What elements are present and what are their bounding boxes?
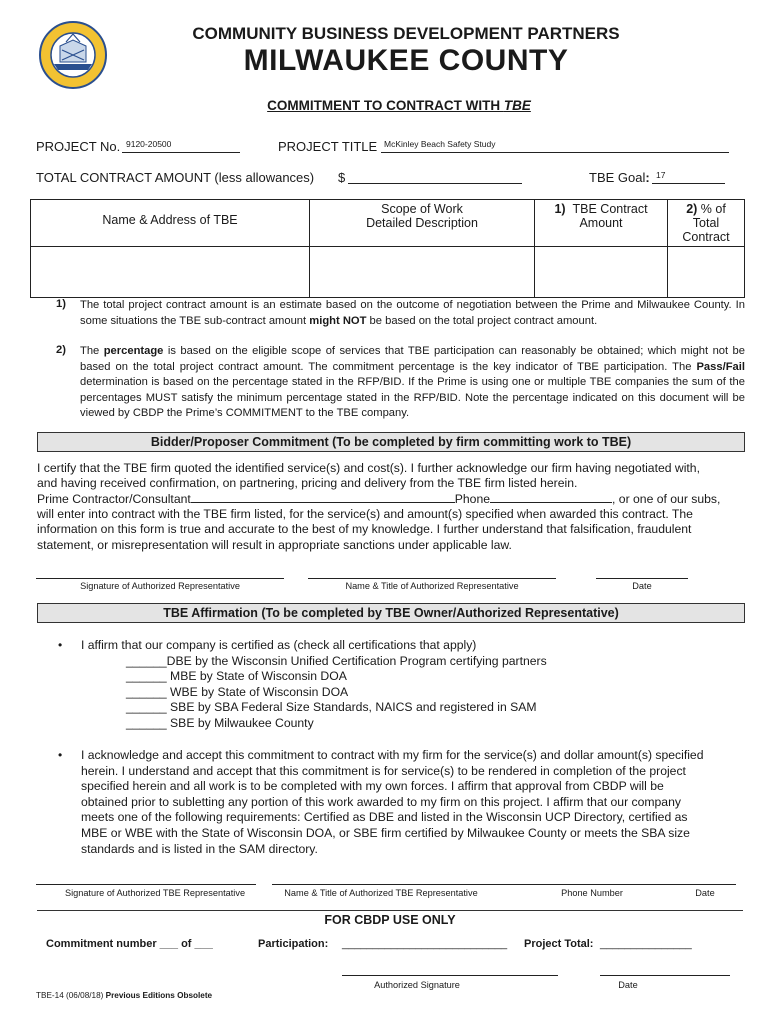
dollar-sign: $	[338, 170, 346, 185]
participation-label: Participation:	[258, 938, 329, 950]
bidder-line-2: and having received confirmation, on partnering, pricing and delivery from the TBE firm listed herein.	[37, 476, 578, 490]
ack-line-4: obtained prior to subletting any portion of this work awarded to my firm on this project. I affirm that our company	[81, 795, 681, 809]
bidder-line-4: will enter into contract with the TBE firm listed, for the service(s) and amount(s) specified when awarded this contract. The	[37, 507, 693, 521]
auth-signature-line[interactable]	[342, 975, 558, 976]
tbe-signature-caption: Signature of Authorized TBE Representative	[64, 888, 246, 898]
participation-field[interactable]: ___________________________	[342, 938, 508, 950]
note-2-text-b: is based on the eligible scope of services that TBE participation can reasonably be obtained; which might not be based on the total project contract amount. The commitment percentage is the key indicator of TBE participation. The	[80, 345, 745, 373]
auth-date-caption: Date	[618, 980, 638, 990]
form-id: TBE-14 (06/08/18)	[36, 991, 106, 1000]
project-total-label: Project Total:	[524, 938, 594, 950]
auth-signature-caption: Authorized Signature	[374, 980, 460, 990]
col-contract-amount	[535, 200, 668, 247]
auth-date-line[interactable]	[600, 975, 730, 976]
cert-sbe-county[interactable]: ______ SBE by Milwaukee County	[126, 716, 314, 730]
obsolete-note: Previous Editions Obsolete	[105, 991, 213, 1000]
col-percent-line3: Contract	[682, 230, 730, 244]
project-title-line	[381, 152, 729, 153]
note-2-text-c: determination is based on the percentage stated in the RFP/BID. If the Prime is using one or multiple TBE companies the sum of the percentages MUST satisfy the minimum percentage stated in the RFP/BID. Note the percentage indicated on this document will be viewed by CBDP the Prime’s COMMITMENT to the TBE company.	[80, 376, 745, 419]
project-title-value[interactable]: McKinley Beach Safety Study	[384, 139, 496, 149]
note-2-bold-percentage: percentage	[103, 345, 164, 357]
cbdp-use-only-bar: FOR CBDP USE ONLY	[37, 910, 743, 929]
prime-contractor-field[interactable]	[191, 491, 455, 503]
ack-line-2: herein. I understand and accept that this commitment is for service(s) to be rendered in completion of the project	[81, 764, 686, 778]
cell-scope[interactable]	[310, 247, 535, 298]
tbe-affirmation-bar: TBE Affirmation (To be completed by TBE Owner/Authorized Representative)	[37, 603, 745, 623]
form-title-suffix: TBE	[503, 98, 531, 113]
phone-field[interactable]	[490, 491, 612, 503]
note-2-bold-fail: Fail	[725, 360, 745, 373]
note-2-bold-pass: Pass	[696, 360, 723, 373]
note-2-text-a: The	[80, 345, 104, 357]
ack-line-3: specified herein and all work is to be completed with my own forces. I affirm that approval from CBDP will be	[81, 779, 664, 793]
note-2-number: 2)	[56, 344, 66, 356]
affirm-bullet-2: •	[58, 748, 63, 762]
tbe-goal-line	[652, 183, 725, 184]
bidder-date-caption: Date	[632, 581, 652, 591]
county-title: MILWAUKEE COUNTY	[243, 44, 569, 77]
note-1	[80, 298, 745, 329]
cert-dbe[interactable]: ______DBE by the Wisconsin Unified Certification Program certifying partners	[126, 654, 547, 668]
tbe-table-header	[31, 200, 745, 247]
col-scope	[310, 200, 535, 247]
affirm-bullet-1: •	[58, 638, 63, 652]
project-number-value[interactable]: 9120-20500	[126, 139, 172, 149]
total-contract-line	[348, 183, 522, 184]
form-title	[0, 98, 770, 113]
org-line: COMMUNITY BUSINESS DEVELOPMENT PARTNERS	[192, 24, 620, 43]
bidder-signature-caption: Signature of Authorized Representative	[80, 581, 240, 591]
col-percent-num: 2)	[686, 202, 698, 216]
tbe-goal-label-text: TBE Goal	[589, 170, 646, 185]
ack-line-7: standards and is listed in the SAM directory.	[81, 842, 318, 856]
form-footer	[36, 991, 212, 1000]
subs-text: , or one of our subs,	[612, 492, 721, 506]
phone-label: Phone	[454, 492, 491, 506]
col-percent-line1	[672, 202, 740, 216]
bidder-line-6: statement, or misrepresentation will result in appropriate sanctions under applicable law.	[37, 538, 512, 552]
bidder-signature-line[interactable]	[36, 578, 284, 579]
col-percent-line2: Total	[692, 216, 720, 230]
cell-percent[interactable]	[668, 247, 745, 298]
bidder-commitment-bar: Bidder/Proposer Commitment (To be completed by firm committing work to TBE)	[37, 432, 745, 452]
ack-line-1: I acknowledge and accept this commitment to contract with my firm for the service(s) and dollar amount(s) specified	[81, 748, 704, 762]
cert-mbe[interactable]: ______ MBE by State of Wisconsin DOA	[126, 669, 347, 683]
commitment-number[interactable]: Commitment number ___ of ___	[46, 938, 213, 950]
cert-sbe-sba[interactable]: ______ SBE by SBA Federal Size Standards, NAICS and registered in SAM	[126, 700, 537, 714]
project-number-label: PROJECT No.	[36, 139, 121, 154]
cert-wbe[interactable]: ______ WBE by State of Wisconsin DOA	[126, 685, 349, 699]
cell-name-address[interactable]	[31, 247, 310, 298]
affirm-intro: I affirm that our company is certified as (check all certifications that apply)	[81, 638, 477, 652]
col-contract-amount-num: 1)	[554, 202, 566, 216]
tbe-goal-colon: :	[645, 170, 650, 185]
col-scope-line2: Detailed Description	[366, 216, 478, 230]
form-title-prefix: COMMITMENT TO CONTRACT WITH	[267, 98, 504, 113]
bidder-line-5: information on this form is true and accurate to the best of my knowledge. I further understand that falsification, fraudulent	[37, 522, 692, 536]
project-title-label: PROJECT TITLE	[278, 139, 378, 154]
project-number-line	[122, 152, 240, 153]
bidder-name-title-line[interactable]	[308, 578, 556, 579]
note-2-slash: /	[722, 360, 726, 373]
note-1-text-a: The total project contract amount is an estimate based on the outcome of negotiation between the Prime and Milwaukee County. In some situations the TBE sub-contract amount	[80, 299, 745, 327]
prime-contractor-label: Prime Contractor/Consultant	[37, 492, 191, 506]
cell-contract-amount[interactable]	[535, 247, 668, 298]
tbe-phone-caption: Phone Number	[561, 888, 623, 898]
bidder-line-3	[37, 491, 745, 508]
tbe-table	[30, 199, 745, 298]
ack-line-6: MBE or WBE with the State of Wisconsin DOA, or SBE firm certified by Milwaukee County or meets the SBA size	[81, 826, 690, 840]
tbe-name-title-caption: Name & Title of Authorized TBE Representative	[284, 888, 478, 898]
tbe-goal-label	[589, 170, 650, 185]
note-1-bold: might NOT	[309, 314, 367, 327]
col-percent	[668, 200, 745, 247]
col-percent-text: % of	[700, 202, 726, 216]
project-total-field[interactable]: _______________	[600, 938, 692, 950]
tbe-date-caption: Date	[695, 888, 715, 898]
note-1-text-b: be based on the total project contract amount.	[366, 314, 598, 327]
bidder-date-line[interactable]	[596, 578, 688, 579]
ack-line-5: meets one of the following requirements: Certified as DBE and listed in the Wisconsin UCP Directory, certified as	[81, 810, 688, 824]
col-scope-line1: Scope of Work	[381, 202, 463, 216]
tbe-goal-value[interactable]: 17	[656, 170, 666, 180]
col-name-address: Name & Address of TBE	[31, 200, 310, 247]
bidder-name-title-caption: Name & Title of Authorized Representative	[345, 581, 519, 591]
col-contract-amount-text: TBE Contract	[572, 202, 648, 216]
col-contract-amount-line1	[539, 202, 663, 216]
tbe-info-line[interactable]	[272, 884, 736, 885]
tbe-signature-line[interactable]	[36, 884, 256, 885]
total-contract-label: TOTAL CONTRACT AMOUNT (less allowances)	[36, 170, 315, 185]
tbe-table-row	[31, 247, 745, 298]
bidder-line-1: I certify that the TBE firm quoted the identified service(s) and cost(s). I further acknowledge our firm having negotiated with,	[37, 461, 700, 475]
note-2	[80, 344, 745, 422]
note-1-number: 1)	[56, 298, 66, 310]
col-contract-amount-line2: Amount	[579, 216, 623, 230]
